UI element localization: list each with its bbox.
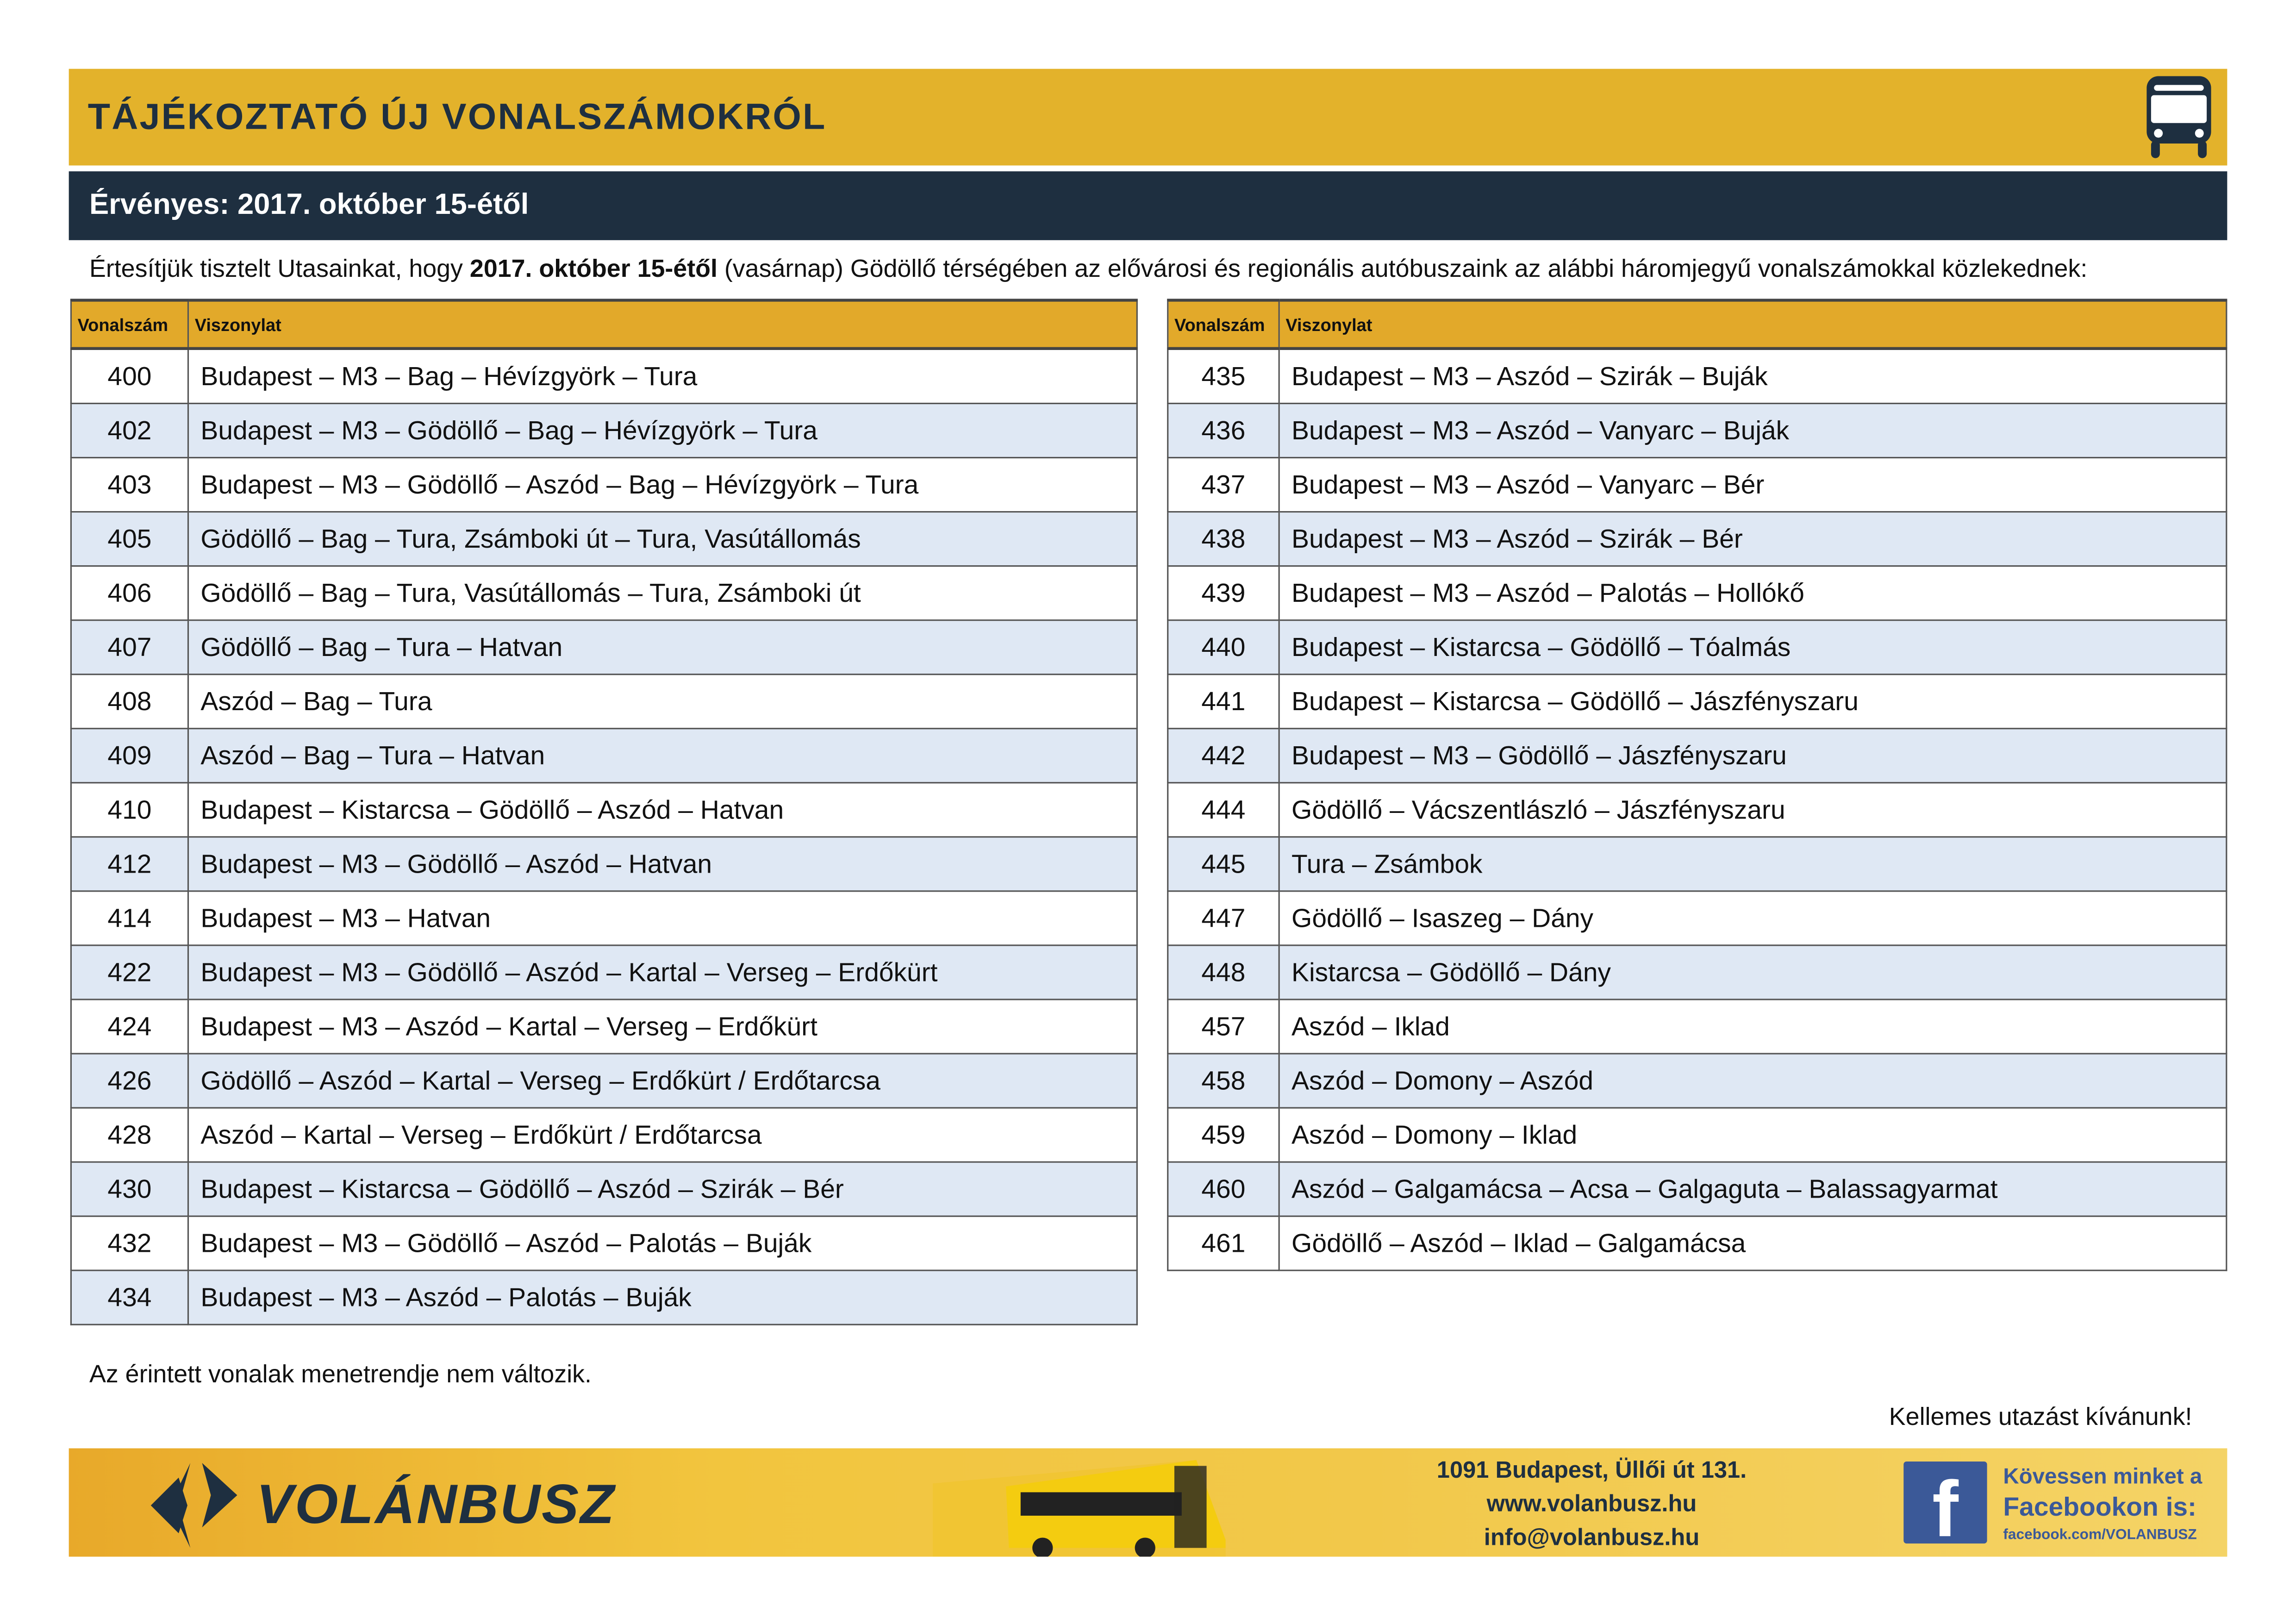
line-number-cell: 410 — [71, 783, 188, 837]
table-row — [71, 1054, 1137, 1108]
line-number-cell: 408 — [71, 675, 188, 729]
route-cell: Budapest – M3 – Gödöllő – Aszód – Bag – Hévízgyörk – Tura — [188, 458, 1137, 512]
table-row — [1168, 783, 2227, 837]
route-cell: Gödöllő – Bag – Tura – Hatvan — [188, 620, 1137, 675]
table-row — [71, 349, 1137, 404]
volanbusz-logo-icon — [150, 1460, 252, 1551]
route-cell: Aszód – Kartal – Verseg – Erdőkürt / Erdőtarcsa — [188, 1108, 1137, 1162]
route-cell: Budapest – M3 – Gödöllő – Aszód – Palotás – Buják — [188, 1216, 1137, 1270]
table-row — [1168, 837, 2227, 891]
route-cell: Budapest – M3 – Aszód – Szirák – Bér — [1279, 512, 2227, 566]
column-header-route: Viszonylat — [1279, 300, 2227, 348]
table-row — [1168, 1216, 2227, 1270]
table-row — [1168, 349, 2227, 404]
footer-banner — [69, 1449, 2227, 1557]
line-number-cell: 458 — [1168, 1054, 1279, 1108]
table-row — [71, 1216, 1137, 1270]
route-cell: Budapest – M3 – Aszód – Palotás – Buják — [188, 1270, 1137, 1324]
table-row — [71, 620, 1137, 675]
closing-text: Kellemes utazást kívánunk! — [1889, 1403, 2192, 1431]
route-cell: Aszód – Bag – Tura – Hatvan — [188, 729, 1137, 783]
line-number-cell: 444 — [1168, 783, 1279, 837]
routes-table-right — [1167, 299, 2227, 1271]
routes-table-left — [70, 299, 1138, 1325]
line-number-cell: 459 — [1168, 1108, 1279, 1162]
page-title: TÁJÉKOZTATÓ ÚJ VONALSZÁMOKRÓL — [87, 96, 827, 138]
table-row — [1168, 891, 2227, 945]
table-row — [1168, 999, 2227, 1054]
table-row — [71, 675, 1137, 729]
line-number-cell: 430 — [71, 1162, 188, 1216]
facebook-line-2: Facebookon is: — [2003, 1492, 2197, 1522]
intro-text — [89, 255, 2087, 284]
column-header-number: Vonalszám — [71, 300, 188, 348]
route-cell: Gödöllő – Aszód – Kartal – Verseg – Erdőkürt / Erdőtarcsa — [188, 1054, 1137, 1108]
facebook-line-1: Kövessen minket a — [2003, 1464, 2202, 1490]
table-row — [1168, 729, 2227, 783]
table-row — [71, 458, 1137, 512]
table-row — [71, 512, 1137, 566]
bus-icon — [2142, 73, 2215, 161]
route-cell: Budapest – Kistarcsa – Gödöllő – Aszód – Szirák – Bér — [188, 1162, 1137, 1216]
table-row — [1168, 945, 2227, 999]
address: 1091 Budapest, Üllői út 131. — [1436, 1458, 1747, 1484]
table-row — [71, 837, 1137, 891]
route-cell: Gödöllő – Isaszeg – Dány — [1279, 891, 2227, 945]
route-cell: Gödöllő – Bag – Tura, Zsámboki út – Tura, Vasútállomás — [188, 512, 1137, 566]
line-number-cell: 457 — [1168, 999, 1279, 1054]
email-link[interactable]: info@volanbusz.hu — [1484, 1526, 1700, 1551]
route-cell: Budapest – M3 – Aszód – Vanyarc – Bér — [1279, 458, 2227, 512]
route-cell: Aszód – Galgamácsa – Acsa – Galgaguta – Balassagyarmat — [1279, 1162, 2227, 1216]
route-cell: Aszód – Domony – Iklad — [1279, 1108, 2227, 1162]
route-cell: Budapest – M3 – Aszód – Szirák – Buják — [1279, 349, 2227, 404]
intro-pre: Értesítjük tisztelt Utasainkat, hogy — [89, 255, 470, 283]
facebook-url[interactable]: facebook.com/VOLANBUSZ — [2003, 1527, 2197, 1544]
line-number-cell: 440 — [1168, 620, 1279, 675]
table-row — [71, 891, 1137, 945]
line-number-cell: 438 — [1168, 512, 1279, 566]
table-row — [1168, 566, 2227, 620]
route-cell: Budapest – M3 – Hatvan — [188, 891, 1137, 945]
route-cell: Aszód – Iklad — [1279, 999, 2227, 1054]
route-cell: Budapest – Kistarcsa – Gödöllő – Jászfényszaru — [1279, 675, 2227, 729]
table-row — [71, 566, 1137, 620]
line-number-cell: 434 — [71, 1270, 188, 1324]
line-number-cell: 407 — [71, 620, 188, 675]
line-number-cell: 435 — [1168, 349, 1279, 404]
route-cell: Tura – Zsámbok — [1279, 837, 2227, 891]
table-row — [71, 729, 1137, 783]
table-row — [1168, 1162, 2227, 1216]
line-number-cell: 448 — [1168, 945, 1279, 999]
table-row — [1168, 1108, 2227, 1162]
line-number-cell: 426 — [71, 1054, 188, 1108]
table-row — [71, 1270, 1137, 1324]
table-row — [1168, 458, 2227, 512]
website-link[interactable]: www.volanbusz.hu — [1486, 1492, 1697, 1518]
intro-post: (vasárnap) Gödöllő térségében az elővárosi és regionális autóbuszaink az alábbi háromjegyű vonalszámokkal közlekednek: — [717, 255, 2088, 283]
route-cell: Gödöllő – Aszód – Iklad – Galgamácsa — [1279, 1216, 2227, 1270]
timetable-note: Az érintett vonalak menetrendje nem változik. — [89, 1360, 592, 1388]
route-cell: Budapest – M3 – Gödöllő – Aszód – Kartal – Verseg – Erdőkürt — [188, 945, 1137, 999]
line-number-cell: 432 — [71, 1216, 188, 1270]
contact-info — [1357, 1454, 1826, 1555]
line-number-cell: 461 — [1168, 1216, 1279, 1270]
route-cell: Budapest – M3 – Bag – Hévízgyörk – Tura — [188, 349, 1137, 404]
line-number-cell: 405 — [71, 512, 188, 566]
route-cell: Aszód – Domony – Aszód — [1279, 1054, 2227, 1108]
brand-name: VOLÁNBUSZ — [256, 1474, 616, 1537]
column-header-number: Vonalszám — [1168, 300, 1279, 348]
table-row — [1168, 675, 2227, 729]
table-row — [71, 1108, 1137, 1162]
route-cell: Kistarcsa – Gödöllő – Dány — [1279, 945, 2227, 999]
line-number-cell: 402 — [71, 403, 188, 457]
line-number-cell: 447 — [1168, 891, 1279, 945]
table-row — [71, 783, 1137, 837]
line-number-cell: 409 — [71, 729, 188, 783]
table-row — [71, 945, 1137, 999]
table-row — [1168, 1054, 2227, 1108]
table-row — [71, 999, 1137, 1054]
intro-date: 2017. október 15-étől — [469, 255, 718, 283]
table-row — [1168, 403, 2227, 457]
line-number-cell: 441 — [1168, 675, 1279, 729]
line-number-cell: 412 — [71, 837, 188, 891]
line-number-cell: 439 — [1168, 566, 1279, 620]
line-number-cell: 445 — [1168, 837, 1279, 891]
route-cell: Gödöllő – Bag – Tura, Vasútállomás – Tura, Zsámboki út — [188, 566, 1137, 620]
line-number-cell: 400 — [71, 349, 188, 404]
facebook-text — [2003, 1463, 2202, 1551]
route-cell: Budapest – M3 – Gödöllő – Bag – Hévízgyörk – Tura — [188, 403, 1137, 457]
route-cell: Gödöllő – Vácszentlászló – Jászfényszaru — [1279, 783, 2227, 837]
route-cell: Budapest – M3 – Aszód – Kartal – Verseg – Erdőkürt — [188, 999, 1137, 1054]
route-cell: Budapest – M3 – Aszód – Vanyarc – Buják — [1279, 403, 2227, 457]
route-cell: Budapest – Kistarcsa – Gödöllő – Tóalmás — [1279, 620, 2227, 675]
line-number-cell: 460 — [1168, 1162, 1279, 1216]
validity-date: Érvényes: 2017. október 15-étől — [89, 189, 529, 221]
validity-banner — [69, 171, 2227, 240]
line-number-cell: 406 — [71, 566, 188, 620]
line-number-cell: 424 — [71, 999, 188, 1054]
column-header-route: Viszonylat — [188, 300, 1137, 348]
route-cell: Budapest – Kistarcsa – Gödöllő – Aszód – Hatvan — [188, 783, 1137, 837]
table-row — [1168, 512, 2227, 566]
line-number-cell: 437 — [1168, 458, 1279, 512]
table-row — [71, 1162, 1137, 1216]
line-number-cell: 403 — [71, 458, 188, 512]
line-number-cell: 422 — [71, 945, 188, 999]
line-number-cell: 436 — [1168, 403, 1279, 457]
table-row — [71, 403, 1137, 457]
title-banner — [69, 69, 2227, 166]
route-cell: Budapest – M3 – Aszód – Palotás – Hollókő — [1279, 566, 2227, 620]
route-cell: Aszód – Bag – Tura — [188, 675, 1137, 729]
line-number-cell: 428 — [71, 1108, 188, 1162]
line-number-cell: 442 — [1168, 729, 1279, 783]
route-cell: Budapest – M3 – Gödöllő – Aszód – Hatvan — [188, 837, 1137, 891]
bus-photo — [845, 1454, 1225, 1556]
line-number-cell: 414 — [71, 891, 188, 945]
route-cell: Budapest – M3 – Gödöllő – Jászfényszaru — [1279, 729, 2227, 783]
table-row — [1168, 620, 2227, 675]
facebook-icon[interactable]: f — [1903, 1462, 1987, 1543]
